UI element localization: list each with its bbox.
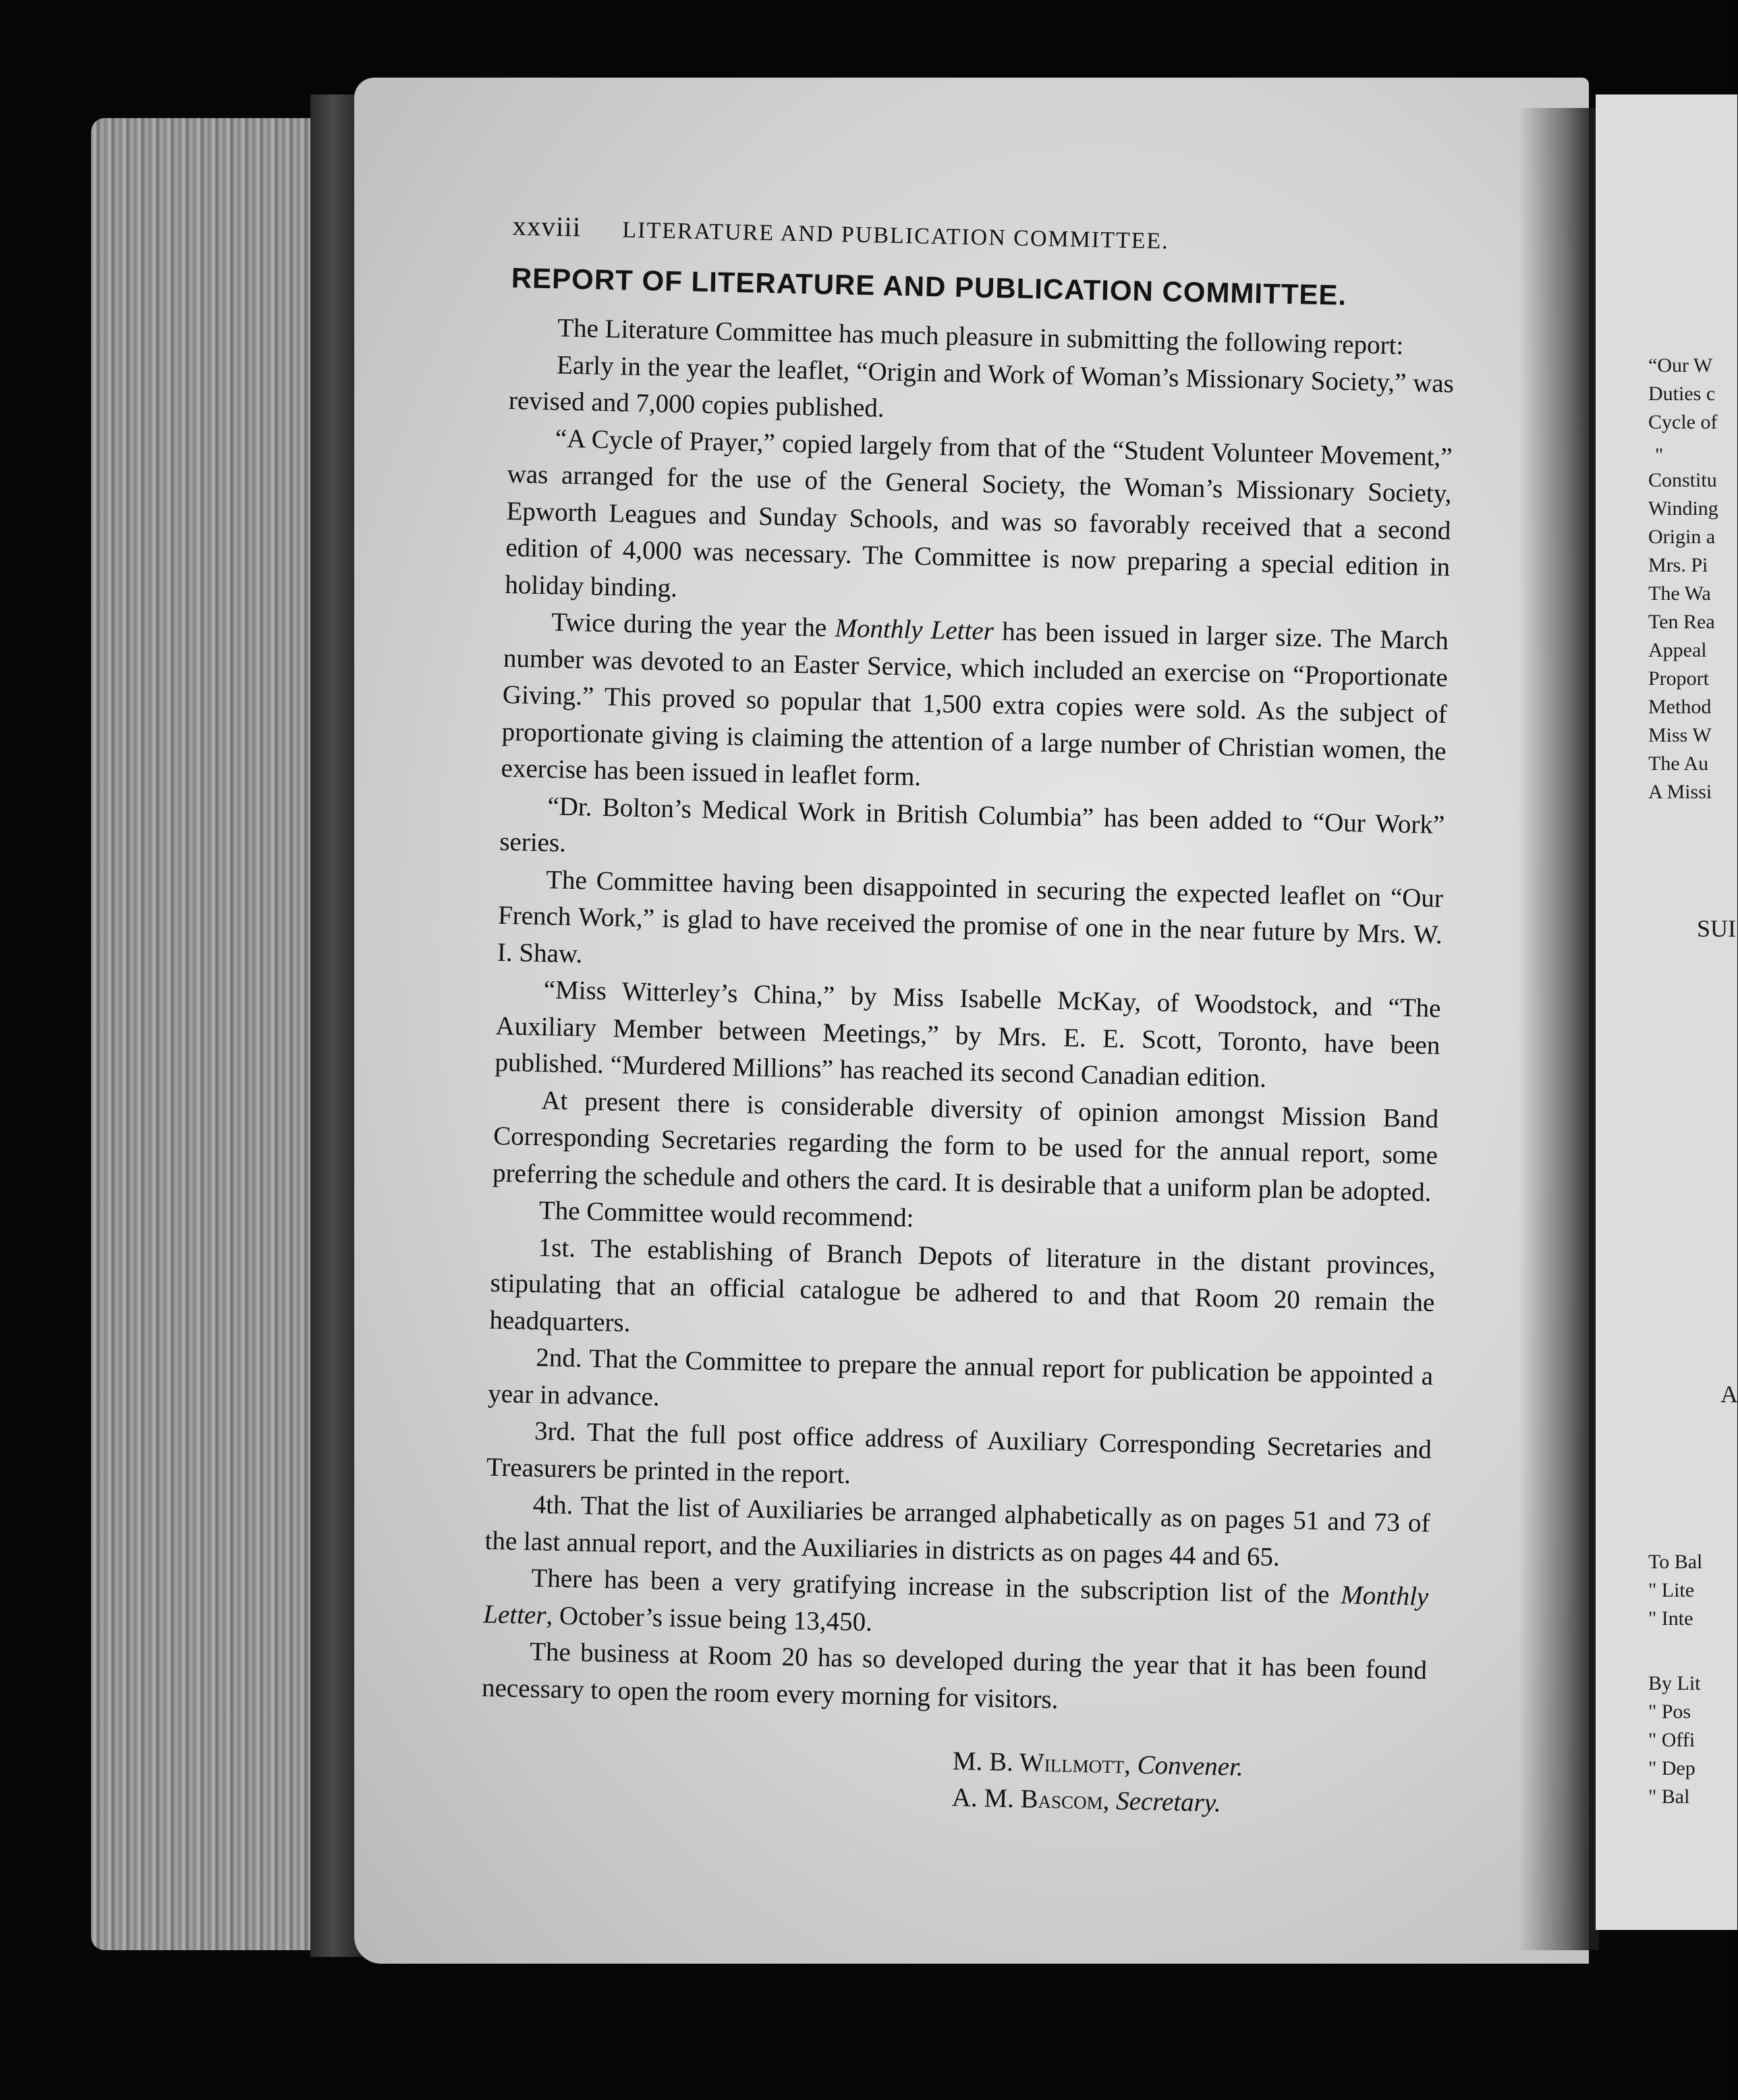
paragraph: “Dr. Bolton’s Medical Work in British Columbia” has been added to “Our Work” series. — [499, 791, 1445, 858]
facing-line: " — [1655, 444, 1664, 466]
facing-line: Constitu — [1648, 469, 1717, 491]
facing-line: " Bal — [1648, 1786, 1690, 1808]
paragraph: Early in the year the leaflet, “Origin and Work of Woman’s Missionary Society,” was revised and 7,000 copies published. — [508, 350, 1455, 423]
facing-line: Miss W — [1648, 724, 1712, 746]
page-number: xxviii — [512, 209, 582, 243]
facing-line: " Offi — [1648, 1729, 1695, 1751]
paragraph: There has been a very gratifying increase in the subscription list of the Monthly Letter, October’s issue being 13,450. — [482, 1564, 1429, 1637]
paragraph: “Miss Witterley’s China,” by Miss Isabelle McKay, of Woodstock, and “The Auxiliary Member between Meetings,” by Mrs. E. E. Scott, Toronto, have been published. “Murdered Millions” has reached its second Canadian edition. — [495, 975, 1441, 1093]
page-text — [479, 209, 1457, 1826]
paragraph: 4th. That the list of Auxiliaries be arranged alphabetically as on pages 51 and 73 of the last annual report, and the Auxiliaries in districts as on pages 44 and 65. — [484, 1490, 1430, 1572]
paragraph: The Committee having been disappointed in securing the expected leaflet on “Our French Work,” is glad to have received the promise of one in the near future by Mrs. W. I. Shaw. — [497, 864, 1444, 968]
facing-line: " Lite — [1648, 1579, 1695, 1601]
paragraph: “A Cycle of Prayer,” copied largely from that of the “Student Volunteer Movement,” was arranged for the use of the General Society, the Woman’s Missionary Society, Epworth Leagues and Sunday Schools, and was so favorably received that a second edition of 4,000 was necessary. The Committee is now preparing a special edition in holiday binding. — [504, 423, 1453, 603]
periodical-title: Monthly Letter — [482, 1580, 1429, 1630]
paragraph: Twice during the year the Monthly Letter has been issued in larger size. The March number was devoted to an Easter Service, which included an exercise on “Proportionate Giving.” This proved so popular that 1,500 extra copies were sold. As the subject of proportionate giving is claiming the attention of a large number of Christian women, the exercise has been issued in leaflet form. — [501, 607, 1449, 792]
paragraph: At present there is considerable diversity of opinion amongst Mission Band Corresponding Secretaries regarding the form to be used for the annual report, some preferring the schedule and others the card. It is desirable that a uniform plan be adopted. — [492, 1085, 1439, 1207]
facing-line: Duties c — [1648, 383, 1716, 405]
signatory-role: Convener. — [1137, 1750, 1244, 1782]
book-gutter — [1518, 108, 1599, 1950]
facing-line: SUI — [1697, 915, 1737, 942]
signatory-name: M. B. Willmott, — [952, 1746, 1131, 1779]
facing-line: Appeal — [1648, 639, 1707, 661]
signatory-role: Secretary. — [1115, 1786, 1222, 1818]
periodical-title: Monthly Letter — [835, 613, 994, 646]
running-title: LITERATURE AND PUBLICATION COMMITTEE. — [621, 217, 1170, 254]
facing-line: “Our W — [1648, 354, 1713, 377]
facing-line: A — [1720, 1381, 1738, 1408]
facing-line: To Bal — [1648, 1551, 1703, 1573]
facing-line: The Wa — [1648, 582, 1711, 605]
facing-line: Origin a — [1648, 526, 1716, 548]
paragraph: 3rd. That the full post office address of Auxiliary Corresponding Secretaries and Treasurers be printed in the report. — [486, 1416, 1432, 1489]
facing-line: Cycle of — [1648, 411, 1718, 433]
report-body — [482, 309, 1455, 1726]
facing-line: The Au — [1648, 752, 1709, 775]
facing-line: " Inte — [1648, 1607, 1693, 1630]
facing-line: Winding — [1648, 497, 1718, 520]
facing-page — [1596, 94, 1737, 1930]
facing-line: Mrs. Pi — [1648, 554, 1708, 576]
facing-line: By Lit — [1648, 1672, 1701, 1694]
paragraph: 2nd. That the Committee to prepare the annual report for publication be appointed a year in advance. — [487, 1343, 1434, 1412]
paragraph: The Literature Committee has much pleasure in submitting the following report: — [557, 313, 1404, 360]
paragraph: The business at Room 20 has so developed during the year that it has been found necessary to open the room every morning for visitors. — [481, 1637, 1428, 1714]
facing-line: " Dep — [1648, 1757, 1695, 1779]
page-edges — [91, 118, 347, 1950]
signatory-name: A. M. Bascom, — [951, 1783, 1110, 1816]
facing-line: " Pos — [1648, 1701, 1691, 1723]
report-title: REPORT OF LITERATURE AND PUBLICATION COMMITTEE. — [511, 261, 1347, 311]
facing-line: Proport — [1648, 667, 1709, 690]
facing-line: A Missi — [1648, 781, 1712, 803]
facing-line: Ten Rea — [1648, 611, 1715, 633]
facing-line: Method — [1648, 696, 1712, 718]
paragraph: The Committee would recommend: — [538, 1196, 914, 1233]
paragraph: 1st. The establishing of Branch Depots of literature in the distant provinces, stipulating that an official catalogue be adhered to and that Room 20 remain the headquarters. — [489, 1232, 1436, 1337]
